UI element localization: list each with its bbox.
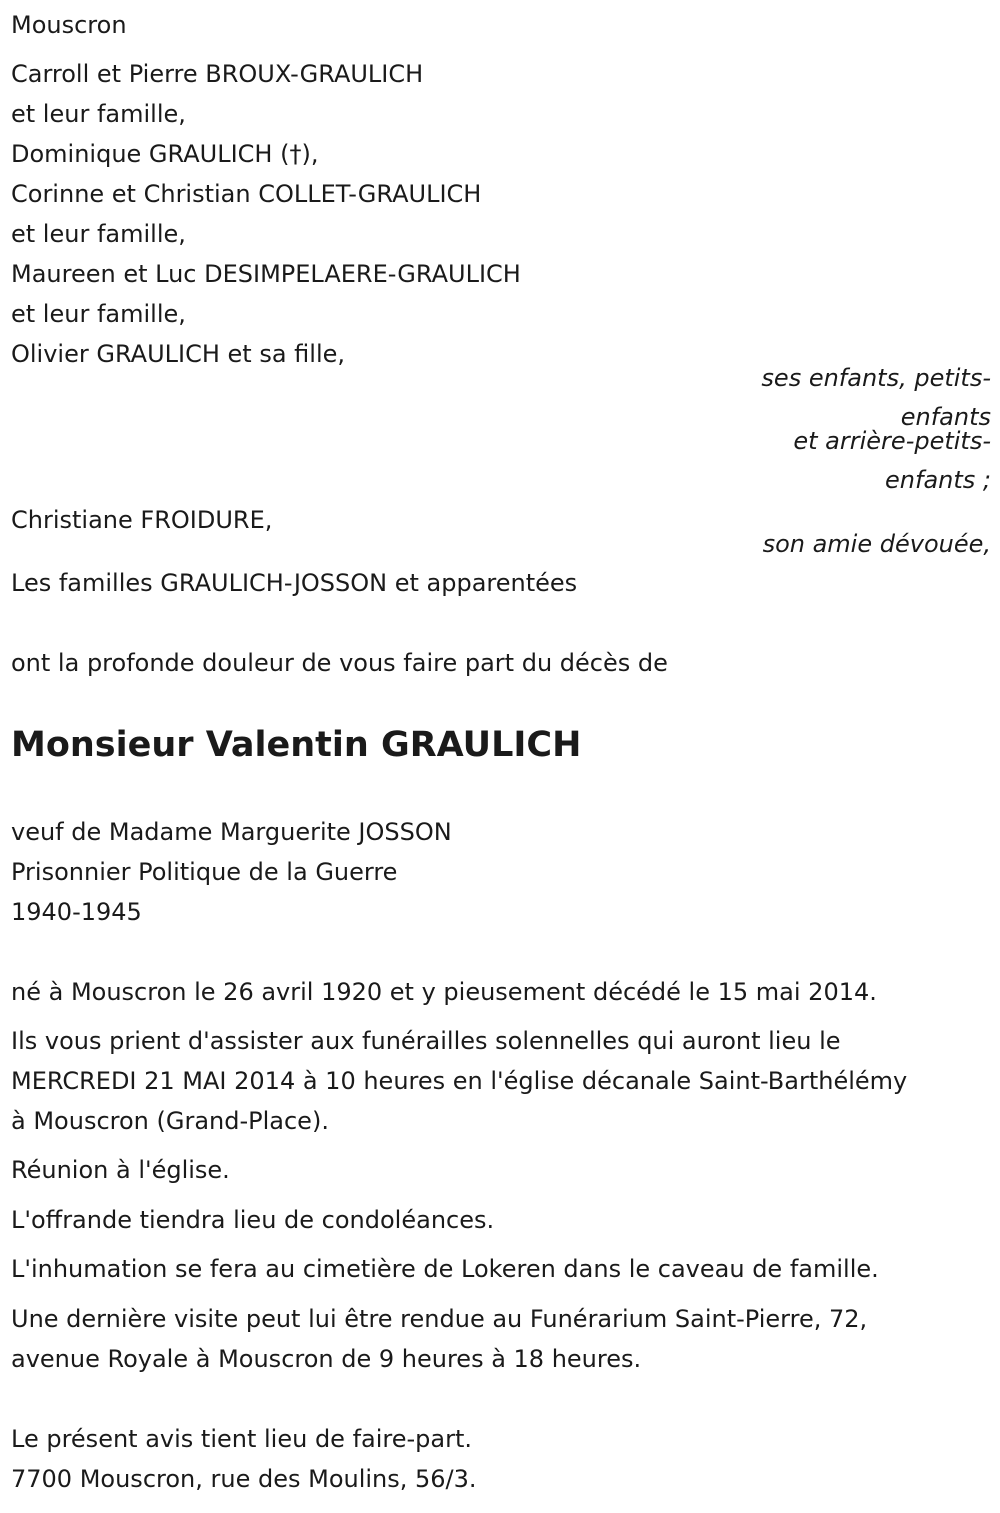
relation-line: enfants <box>900 403 991 431</box>
family-line: et leur famille, <box>11 220 186 248</box>
offering-line: L'offrande tiendra lieu de condoléances. <box>11 1206 495 1234</box>
family-line: Corinne et Christian COLLET-GRAULICH <box>11 180 482 208</box>
deceased-name: Monsieur Valentin GRAULICH <box>11 725 582 765</box>
meeting-line: Réunion à l'église. <box>11 1156 230 1184</box>
families-line: Les familles GRAULICH-JOSSON et apparentées <box>11 569 578 597</box>
notice-line: Le présent avis tient lieu de faire-part. <box>11 1425 473 1453</box>
relation-line: et arrière-petits- <box>793 427 991 455</box>
burial-line: L'inhumation se fera au cimetière de Lokeren dans le caveau de famille. <box>11 1255 879 1283</box>
visit-line: avenue Royale à Mouscron de 9 heures à 18 heures. <box>11 1345 642 1373</box>
funeral-line: MERCREDI 21 MAI 2014 à 10 heures en l'église décanale Saint-Barthélémy <box>11 1067 908 1095</box>
relation-line: enfants ; <box>885 466 991 494</box>
detail-line: Prisonnier Politique de la Guerre <box>11 858 398 886</box>
family-line: Olivier GRAULICH et sa fille, <box>11 340 346 368</box>
family-line: Dominique GRAULICH (†), <box>11 140 319 168</box>
visit-line: Une dernière visite peut lui être rendue au Funérarium Saint-Pierre, 72, <box>11 1305 868 1333</box>
city-heading: Mouscron <box>11 11 127 39</box>
funeral-line: Ils vous prient d'assister aux funérailles solennelles qui auront lieu le <box>11 1027 841 1055</box>
friend-name: Christiane FROIDURE, <box>11 506 273 534</box>
birth-death-line: né à Mouscron le 26 avril 1920 et y pieusement décédé le 15 mai 2014. <box>11 978 877 1006</box>
obituary-notice <box>11 0 991 1513</box>
detail-line: veuf de Madame Marguerite JOSSON <box>11 818 452 846</box>
family-line: Carroll et Pierre BROUX-GRAULICH <box>11 60 424 88</box>
friend-relation: son amie dévouée, <box>762 530 991 558</box>
announcement-line: ont la profonde douleur de vous faire part du décès de <box>11 649 668 677</box>
detail-line: 1940-1945 <box>11 898 142 926</box>
address-line: 7700 Mouscron, rue des Moulins, 56/3. <box>11 1465 477 1493</box>
funeral-line: à Mouscron (Grand-Place). <box>11 1107 329 1135</box>
relation-line: ses enfants, petits- <box>761 364 991 392</box>
family-line: et leur famille, <box>11 300 186 328</box>
family-line: Maureen et Luc DESIMPELAERE-GRAULICH <box>11 260 521 288</box>
family-line: et leur famille, <box>11 100 186 128</box>
